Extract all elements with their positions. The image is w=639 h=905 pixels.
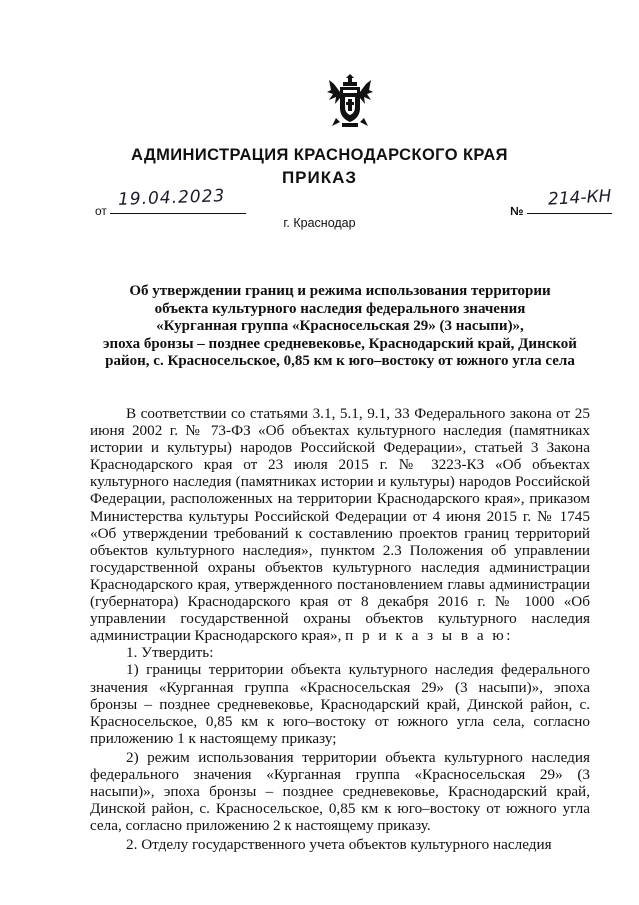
city: г. Краснодар [283,216,356,230]
document-type: ПРИКАЗ [281,168,358,187]
title-line: объекта культурного наследия федерального значения [154,300,526,317]
title-line: Об утверждении границ и режима использования территории [129,283,551,299]
paragraph-item-2: 2. Отделу государственного учета объектов культурного наследия [126,836,552,854]
paragraph-item-1-2: 2) режим использования территории объекта культурного наследия федерального значения «Курганная группа «Красносельская 29» (3 насыпи)», эпоха бронзы – позднее средневековье, Краснодарский край, Динской район, с. Красносельское, 0,85 км к юго–востоку от южного угла села, согласно приложению 2 к настоящему приказу. [90,748,590,835]
paragraph-item-1-1: 1) границы территории объекта культурного наследия федерального значения «Курганная группа «Красносельская 29» (3 насыпи)», эпоха бронзы – позднее средневековье, Краснодарский край, Динской район, с. Красносельское, 0,85 км к юго–востоку от южного угла села, согласно приложению 1 к настоящему приказу; [90,661,590,747]
preamble-text: В соответствии со статьями 3.1, 5.1, 9.1, 33 Федерального закона от 25 июня 2002 г. № 73-ФЗ «Об объектах культурного наследия (памятниках истории и культуры) народов Российской Федерации», статьей 3 Закона Краснодарского края от 23 июля 2015 г. № 3223-КЗ «Об объектах культурного наследия (памятниках истории и культуры) народов Российской Федерации, расположенных на территории Краснодарского края», приказом Министерства культуры Российской Федерации от 4 июня 2015 г. № 1745 «Об утверждении требований к составлению проектов границ территорий объектов культурного наследия», пунктом 2.3 Положения об управлении государственной охраны объектов культурного наследия администрации Краснодарского края, утвержденного постановлением главы администрации (губернатора) Краснодарского края от 8 декабря 2016 г. № 1000 «Об управлении государственной охраны объектов культурного наследия администрации Краснодарского края», [90,405,590,645]
paragraph-item-1: 1. Утвердить: [126,644,214,662]
number-label: № [510,204,524,218]
date-underline [110,213,246,214]
title-line: «Курганная группа «Красносельская 29» (3 насыпи)», [156,318,524,334]
handwritten-date: 19.04.2023 [117,186,226,210]
coat-of-arms-icon [326,74,374,130]
organization-name: АДМИНИСТРАЦИЯ КРАСНОДАРСКОГО КРАЯ [131,146,508,164]
document-title [90,283,590,371]
date-label: от [95,204,107,218]
title-line: эпоха бронзы – позднее средневековье, Краснодарский край, Динской [103,335,577,352]
number-underline [527,213,612,214]
title-line: район, с. Красносельское, 0,85 км к юго–востоку от южного угла села [105,353,575,369]
handwritten-number: 214-КН [547,186,612,210]
document-body [90,405,590,853]
preamble-paragraph [90,405,590,644]
order-word: п р и к а з ы в а ю: [345,627,513,645]
